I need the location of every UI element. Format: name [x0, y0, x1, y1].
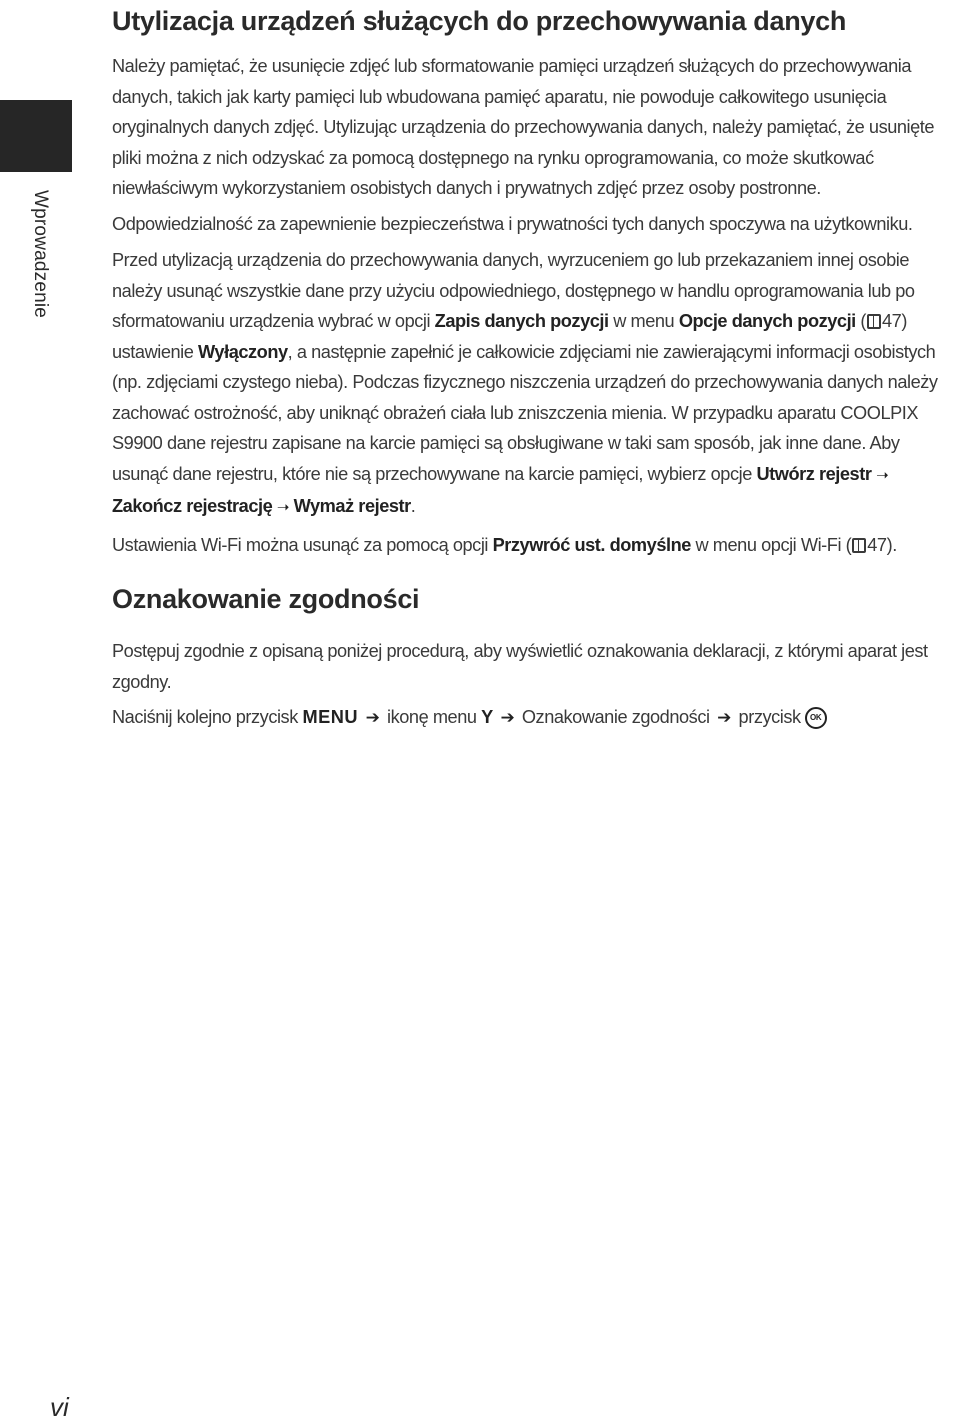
menu-button-icon: MENU [302, 707, 359, 727]
arrow-right-icon: ➝ [276, 499, 290, 516]
paragraph-disposal-procedure: Przed utylizacją urządzenia do przechowywania danych, wyrzuceniem go lub przekazaniem innej osobie należy usunąć wszystkie dane przy użyciu odpowiedniego, dostępnego w handlu oprogramowania lub po sformatowaniu urządzenia wybrać w opcji Zapis danych pozycji w menu Opcje danych pozycji ( 47) ustawienie Wyłączony, a następnie zapełnić je całkowicie zdjęciami nie zawierającymi informacji osobistych (np. zdjęciami czystego nieba). Podczas fizycznego niszczenia urządzeń do przechowywania danych należy zachować ostrożność, aby uniknąć obrażeń ciała lub zniszczenia mienia. W przypadku aparatu COOLPIX S9900 dane rejestru zapisane na karcie pamięci są obsługiwane w taki sam sposób, jak inne dane. Aby usunąć dane rejestru, które nie są przechowywane na karcie pamięci, wybierz opcje Utwórz rejestr ➝ Zakończ rejestrację ➝ Wymaż rejestr. [112, 250, 938, 516]
page-reference-number: 47 [867, 534, 887, 555]
setting-off: Wyłączony [198, 341, 288, 362]
option-delete-log: Wymaż rejestr [293, 496, 411, 516]
option-location-data-recording: Zapis danych pozycji [434, 311, 609, 331]
arrow-right-icon: ➝ [876, 466, 889, 484]
page-reference-icon [852, 538, 866, 553]
paragraph-user-responsibility: Odpowiedzialność za zapewnienie bezpieczeństwa i prywatności tych danych spoczywa na użytkowniku. [112, 213, 913, 234]
side-section-label: Wprowadzenie [30, 190, 51, 319]
option-end-logging: Zakończ rejestrację [112, 496, 273, 516]
page-reference-number: 47 [882, 311, 902, 331]
instruction-steps: Naciśnij kolejno przycisk MENU ➔ ikonę menu Y ➔ Oznakowanie zgodności ➔ przycisk OK [112, 702, 954, 734]
section-title-data-disposal: Utylizacja urządzeń służących do przechowywania danych [112, 6, 847, 36]
wrench-icon: Y [481, 707, 493, 727]
arrow-right-icon: ➔ [365, 708, 380, 727]
page-number: vi [50, 1392, 69, 1422]
paragraph-data-recovery: Należy pamiętać, że usunięcie zdjęć lub sformatowanie pamięci urządzeń służących do przechowywania danych, takich jak karty pamięci lub wbudowana pamięć aparatu, nie powoduje całkowitego usunięcia oryginalnych danych zdjęć. Utylizując urządzenia do przechowywania danych, należy pamiętać, że usunięte pliki można z nich odzyskać za pomocą dostępnego na rynku oprogramowania, co może skutkować niewłaściwym wykorzystaniem osobistych danych i prywatnych zdjęć przez osoby postronne. [112, 56, 935, 198]
page-content [112, 0, 954, 734]
paragraph-wifi-reset: Ustawienia Wi-Fi można usunąć za pomocą opcji Przywróć ust. domyślne w menu opcji Wi-Fi ( 47). [112, 534, 897, 555]
arrow-right-icon: ➔ [717, 708, 731, 727]
menu-location-data-options: Opcje danych pozycji [678, 311, 856, 331]
section-tab-marker [0, 100, 72, 172]
option-restore-defaults: Przywróć ust. domyślne [492, 534, 691, 555]
option-create-log: Utwórz rejestr [756, 463, 872, 484]
arrow-right-icon: ➔ [500, 708, 515, 727]
page-reference-icon [867, 314, 881, 329]
paragraph-conformity-intro: Postępuj zgodnie z opisaną poniżej procedurą, aby wyświetlić oznakowania deklaracji, z którymi aparat jest zgodny. [112, 641, 928, 692]
ok-button-icon: OK [805, 707, 827, 729]
section-title-conformity-marking: Oznakowanie zgodności [112, 584, 420, 614]
